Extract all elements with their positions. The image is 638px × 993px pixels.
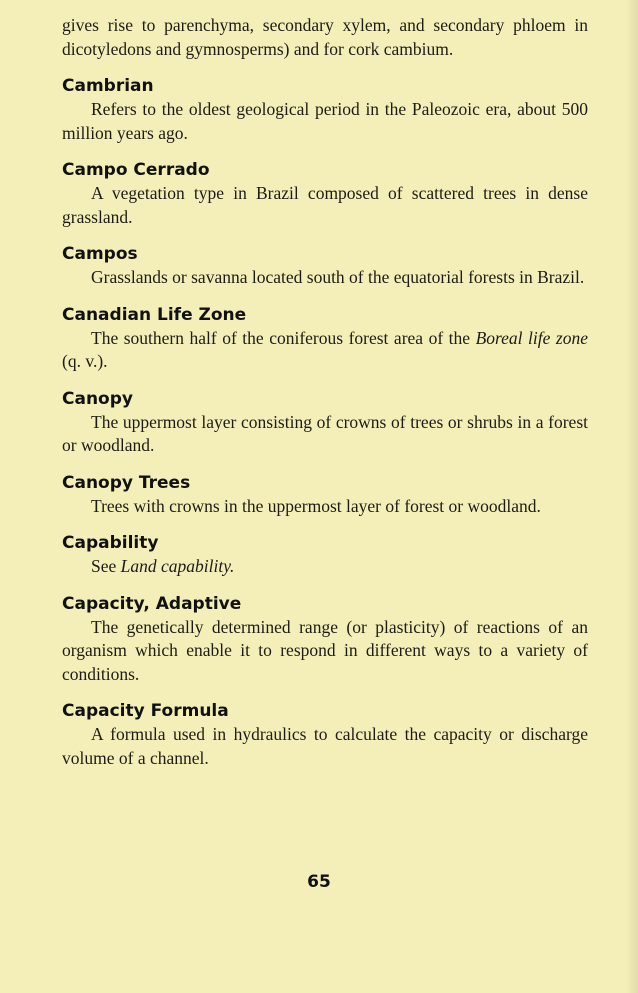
entry-canopy-trees: [62, 472, 588, 519]
entry-definition: [62, 327, 588, 374]
entry-term: Campo Cerrado: [62, 160, 210, 180]
entry-definition: [62, 555, 588, 579]
entry-definition: The genetically determined range (or plasticity) of reactions of an organism which enable it to respond in different ways to a variety of conditions.: [62, 616, 588, 684]
entry-term: Capacity, Adaptive: [62, 593, 242, 614]
continued-definition: gives rise to parenchyma, secondary xylem, and secondary phloem in dicotyledons and gymnosperms) and for cork cambium.: [62, 15, 588, 59]
entry-term: Canopy: [62, 388, 133, 409]
definition-text: See: [91, 556, 117, 576]
cross-reference: Boreal life zone: [475, 327, 588, 348]
entry-term: Capacity Formula: [62, 701, 229, 721]
entry-cambrian: [62, 75, 588, 145]
dictionary-page: [62, 14, 588, 770]
entry-capacity-adaptive: [62, 593, 588, 687]
entry-term: Campos: [62, 244, 138, 264]
entry-canadian-life-zone: [62, 304, 588, 374]
entry-campos: [62, 243, 588, 290]
entry-definition: A formula used in hydraulics to calculate the capacity or discharge volume of a channel.: [62, 724, 588, 768]
entry-term: Canadian Life Zone: [62, 304, 247, 325]
entry-canopy: [62, 388, 588, 458]
entry-definition: Trees with crowns in the uppermost layer of forest or woodland.: [91, 495, 541, 516]
entry-definition: A vegetation type in Brazil composed of scattered trees in dense grassland.: [62, 183, 588, 227]
definition-text: (q. v.).: [62, 351, 108, 371]
entry-term: Capability: [62, 533, 159, 553]
definition-text: The southern half of the coniferous forest area of the: [91, 327, 471, 348]
entry-definition: Refers to the oldest geological period in the Paleozoic era, about 500 million years ago.: [62, 99, 588, 143]
entry-definition: Grasslands or savanna located south of the equatorial forests in Brazil.: [91, 267, 585, 287]
page-edge-shadow: [626, 0, 638, 993]
cross-reference: Land capability.: [120, 556, 235, 576]
entry-campo-cerrado: [62, 159, 588, 229]
entry-term: Cambrian: [62, 76, 154, 96]
page-number: 65: [307, 872, 331, 892]
entry-term: Canopy Trees: [62, 472, 191, 493]
entry-definition: The uppermost layer consisting of crowns of trees or shrubs in a forest or woodland.: [62, 411, 588, 455]
entry-capacity-formula: [62, 700, 588, 770]
entry-capability: [62, 532, 588, 579]
